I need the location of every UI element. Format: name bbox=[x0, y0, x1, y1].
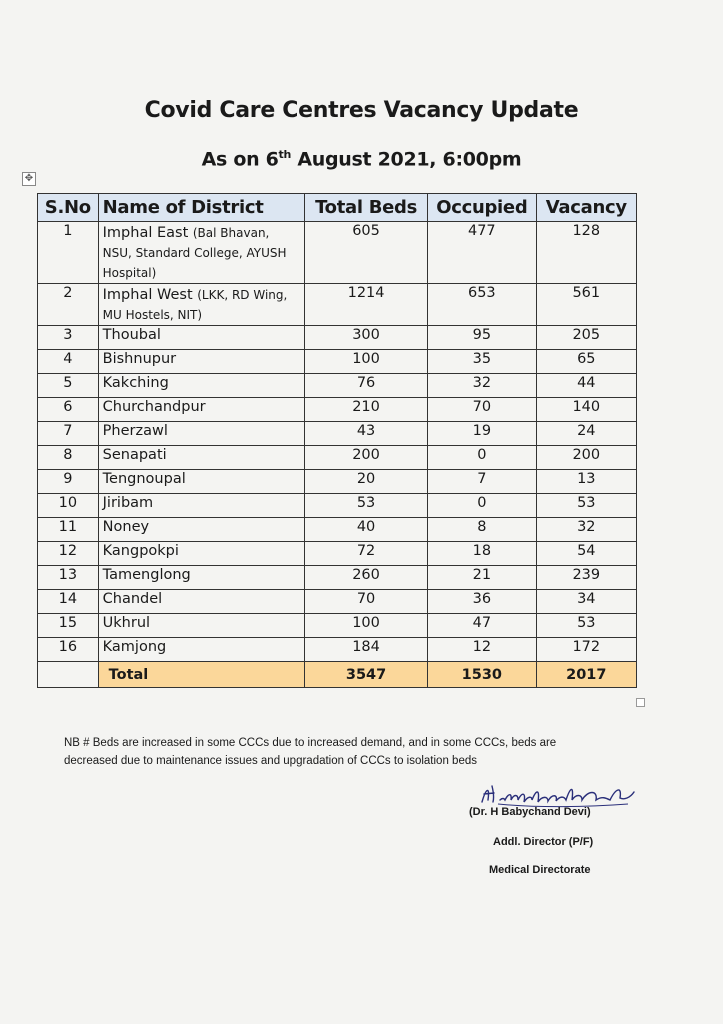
row-occupied: 95 bbox=[428, 326, 537, 350]
row-vacancy: 32 bbox=[536, 518, 636, 542]
table-row bbox=[38, 518, 637, 542]
row-occupied: 18 bbox=[428, 542, 537, 566]
row-total-beds: 72 bbox=[305, 542, 428, 566]
row-vacancy: 140 bbox=[536, 398, 636, 422]
row-total-beds: 605 bbox=[305, 222, 428, 284]
row-district bbox=[98, 374, 304, 398]
row-total-beds: 76 bbox=[305, 374, 428, 398]
table-row bbox=[38, 350, 637, 374]
district-name: Noney bbox=[102, 519, 150, 535]
signatory-designation: Addl. Director (P/F) bbox=[493, 836, 594, 848]
district-name: Imphal West bbox=[102, 287, 193, 303]
table-row bbox=[38, 614, 637, 638]
row-occupied: 7 bbox=[428, 470, 537, 494]
row-sno: 7 bbox=[38, 422, 99, 446]
row-vacancy: 53 bbox=[536, 614, 636, 638]
table-row bbox=[38, 284, 637, 326]
subtitle-suffix: August 2021, 6:00pm bbox=[291, 148, 522, 171]
row-district bbox=[98, 494, 304, 518]
row-total-beds: 184 bbox=[305, 638, 428, 662]
row-occupied: 12 bbox=[428, 638, 537, 662]
district-note: (LKK, RD Wing, MU Hostels, NIT) bbox=[102, 288, 288, 322]
subtitle-prefix: As on 6 bbox=[201, 148, 279, 171]
total-beds-value: 3547 bbox=[305, 662, 428, 688]
district-name: Ukhrul bbox=[102, 615, 151, 631]
row-district bbox=[98, 518, 304, 542]
table-row bbox=[38, 494, 637, 518]
district-name: Imphal East bbox=[102, 225, 189, 241]
row-district bbox=[98, 614, 304, 638]
header-occupied: Occupied bbox=[428, 194, 537, 222]
signatory-name: (Dr. H Babychand Devi) bbox=[469, 806, 591, 818]
vacancy-table bbox=[37, 193, 637, 688]
row-sno: 11 bbox=[38, 518, 99, 542]
row-sno: 14 bbox=[38, 590, 99, 614]
table-row bbox=[38, 326, 637, 350]
row-sno: 6 bbox=[38, 398, 99, 422]
district-name: Pherzawl bbox=[102, 423, 168, 439]
total-label: Total bbox=[98, 662, 304, 688]
row-vacancy: 65 bbox=[536, 350, 636, 374]
row-occupied: 36 bbox=[428, 590, 537, 614]
total-row bbox=[38, 662, 637, 688]
row-district bbox=[98, 638, 304, 662]
row-sno: 5 bbox=[38, 374, 99, 398]
district-name: Churchandpur bbox=[102, 399, 206, 415]
header-district: Name of District bbox=[98, 194, 304, 222]
row-sno: 13 bbox=[38, 566, 99, 590]
total-sno-cell bbox=[38, 662, 99, 688]
row-vacancy: 239 bbox=[536, 566, 636, 590]
row-vacancy: 172 bbox=[536, 638, 636, 662]
row-district bbox=[98, 326, 304, 350]
row-sno: 10 bbox=[38, 494, 99, 518]
row-sno: 2 bbox=[38, 284, 99, 326]
row-total-beds: 260 bbox=[305, 566, 428, 590]
district-name: Senapati bbox=[102, 447, 167, 463]
district-name: Tengnoupal bbox=[102, 471, 186, 487]
row-sno: 4 bbox=[38, 350, 99, 374]
row-total-beds: 20 bbox=[305, 470, 428, 494]
row-occupied: 0 bbox=[428, 494, 537, 518]
total-occupied-value: 1530 bbox=[428, 662, 537, 688]
row-vacancy: 44 bbox=[536, 374, 636, 398]
row-vacancy: 34 bbox=[536, 590, 636, 614]
table-row bbox=[38, 422, 637, 446]
table-header-row bbox=[38, 194, 637, 222]
row-occupied: 0 bbox=[428, 446, 537, 470]
table-row bbox=[38, 374, 637, 398]
row-total-beds: 100 bbox=[305, 614, 428, 638]
district-name: Thoubal bbox=[102, 327, 161, 343]
footnote: NB # Beds are increased in some CCCs due to increased demand, and in some CCCs, beds are decreased due to maintenance issues and upgradation of CCCs to isolation beds bbox=[64, 737, 557, 767]
row-vacancy: 54 bbox=[536, 542, 636, 566]
row-vacancy: 205 bbox=[536, 326, 636, 350]
district-name: Bishnupur bbox=[102, 351, 177, 367]
row-occupied: 21 bbox=[428, 566, 537, 590]
table-row bbox=[38, 446, 637, 470]
resize-handle-icon[interactable] bbox=[636, 698, 645, 707]
row-sno: 9 bbox=[38, 470, 99, 494]
row-occupied: 32 bbox=[428, 374, 537, 398]
row-total-beds: 300 bbox=[305, 326, 428, 350]
header-vacancy: Vacancy bbox=[536, 194, 636, 222]
subtitle-superscript: th bbox=[278, 148, 292, 161]
row-total-beds: 210 bbox=[305, 398, 428, 422]
row-occupied: 47 bbox=[428, 614, 537, 638]
row-district bbox=[98, 350, 304, 374]
row-district bbox=[98, 222, 304, 284]
row-total-beds: 200 bbox=[305, 446, 428, 470]
row-district bbox=[98, 446, 304, 470]
row-total-beds: 100 bbox=[305, 350, 428, 374]
row-total-beds: 1214 bbox=[305, 284, 428, 326]
row-vacancy: 561 bbox=[536, 284, 636, 326]
signatory-office: Medical Directorate bbox=[489, 864, 591, 876]
row-vacancy: 24 bbox=[536, 422, 636, 446]
row-total-beds: 40 bbox=[305, 518, 428, 542]
move-handle-icon[interactable]: ✥ bbox=[22, 172, 36, 186]
document-title: Covid Care Centres Vacancy Update bbox=[144, 98, 579, 123]
row-total-beds: 70 bbox=[305, 590, 428, 614]
row-vacancy: 13 bbox=[536, 470, 636, 494]
row-district bbox=[98, 566, 304, 590]
row-sno: 1 bbox=[38, 222, 99, 284]
row-occupied: 35 bbox=[428, 350, 537, 374]
table-body bbox=[38, 222, 637, 662]
row-district bbox=[98, 590, 304, 614]
table-row bbox=[38, 470, 637, 494]
district-note: (Bal Bhavan, NSU, Standard College, AYUSH Hospital) bbox=[102, 226, 287, 280]
row-district bbox=[98, 542, 304, 566]
table-row bbox=[38, 566, 637, 590]
district-name: Tamenglong bbox=[102, 567, 191, 583]
row-total-beds: 43 bbox=[305, 422, 428, 446]
header-sno: S.No bbox=[38, 194, 99, 222]
total-vacancy-value: 2017 bbox=[536, 662, 636, 688]
district-name: Kakching bbox=[102, 375, 169, 391]
row-district bbox=[98, 470, 304, 494]
district-name: Kamjong bbox=[102, 639, 167, 655]
row-occupied: 70 bbox=[428, 398, 537, 422]
row-occupied: 19 bbox=[428, 422, 537, 446]
district-name: Chandel bbox=[102, 591, 163, 607]
row-sno: 16 bbox=[38, 638, 99, 662]
table-row bbox=[38, 590, 637, 614]
row-district bbox=[98, 422, 304, 446]
row-sno: 15 bbox=[38, 614, 99, 638]
row-district bbox=[98, 398, 304, 422]
table-row bbox=[38, 638, 637, 662]
row-sno: 8 bbox=[38, 446, 99, 470]
row-occupied: 8 bbox=[428, 518, 537, 542]
row-occupied: 653 bbox=[428, 284, 537, 326]
row-district bbox=[98, 284, 304, 326]
document-subtitle bbox=[0, 148, 723, 170]
row-vacancy: 200 bbox=[536, 446, 636, 470]
row-occupied: 477 bbox=[428, 222, 537, 284]
row-total-beds: 53 bbox=[305, 494, 428, 518]
row-sno: 12 bbox=[38, 542, 99, 566]
row-vacancy: 128 bbox=[536, 222, 636, 284]
table-row bbox=[38, 398, 637, 422]
row-vacancy: 53 bbox=[536, 494, 636, 518]
header-total-beds: Total Beds bbox=[305, 194, 428, 222]
district-name: Jiribam bbox=[102, 495, 154, 511]
row-sno: 3 bbox=[38, 326, 99, 350]
district-name: Kangpokpi bbox=[102, 543, 179, 559]
table-row bbox=[38, 222, 637, 284]
table-row bbox=[38, 542, 637, 566]
